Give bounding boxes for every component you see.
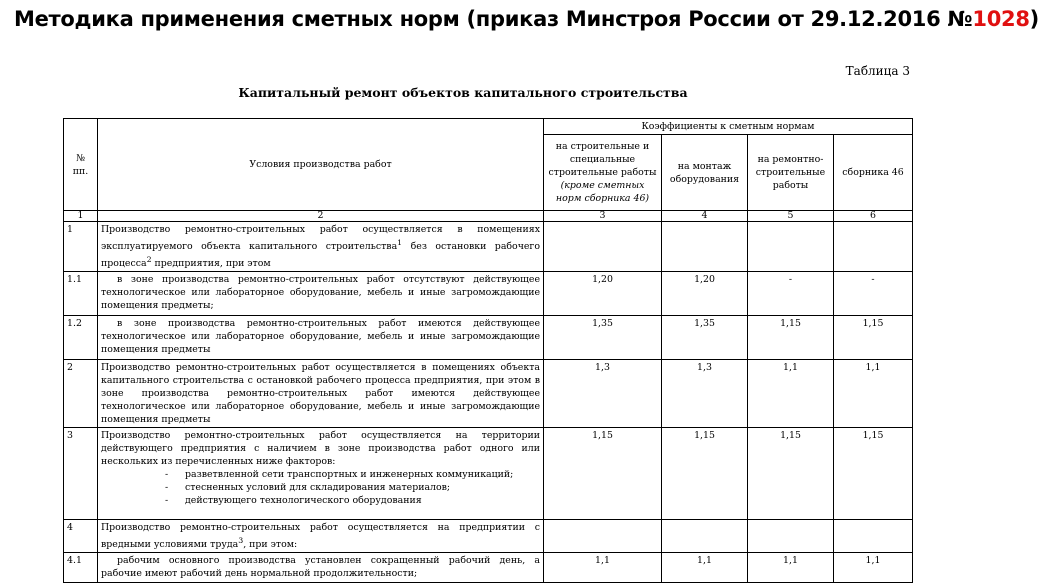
coef-col5: 1,15 [748, 428, 834, 520]
table-row [64, 360, 913, 428]
footnote-mark: 1 [397, 238, 403, 247]
index-cell: 4 [662, 211, 748, 222]
table-label: Таблица 3 [845, 64, 910, 78]
factor-list [101, 468, 540, 507]
coefficients-table [63, 118, 913, 583]
header-col5: на ремонтно-строительные работы [748, 135, 834, 211]
row-conditions: в зоне производства ремонтно-строительных работ отсутствуют действующее технологическое или лабораторное оборудование, мебель и иные загромождающие помещения предметы; [98, 272, 544, 316]
row-conditions: Производство ремонтно-строительных работ осуществляется на предприятии с вредными условиями труда$^3$, при этом: [98, 520, 544, 553]
table-row [64, 428, 913, 520]
list-item: - стесненных условий для складирования материалов; [165, 481, 540, 494]
coef-col6 [834, 520, 913, 553]
list-item: - разветвленной сети транспортных и инженерных коммуникаций; [165, 468, 540, 481]
table-row [64, 553, 913, 583]
coef-col4: 1,35 [662, 316, 748, 360]
row-num: 3 [64, 428, 98, 520]
headline-close: ) [1029, 7, 1039, 31]
coef-col5: 1,15 [748, 316, 834, 360]
coef-col4: 1,3 [662, 360, 748, 428]
row-conditions: Производство ремонтно-строительных работ осуществляется в помещениях эксплуатируемого объекта капитального строительства$^1$ без остановки рабочего процесса$^2$ предприятия, при этом [98, 222, 544, 272]
row-conditions: Производство ремонтно-строительных работ осуществляется в помещениях объекта капитального строительства с остановкой рабочего процесса предприятия, при этом в зоне производства ремонтно-строительных работ имеются действующее технологическое или лабораторное оборудование, мебель и иные загромождающие помещения предметы [98, 360, 544, 428]
header-row-top [64, 119, 913, 135]
coef-col5 [748, 222, 834, 272]
page-headline [14, 4, 1039, 34]
coef-col6: 1,1 [834, 553, 913, 583]
header-col3-note: (кроме сметных норм сборника 46) [555, 180, 650, 204]
coef-col4: 1,15 [662, 428, 748, 520]
coef-col5 [748, 520, 834, 553]
index-row [64, 211, 913, 222]
header-num: № пп. [64, 119, 98, 211]
coef-col6: 1,15 [834, 316, 913, 360]
header-col3-main: на строительные и специальные строительные работы [548, 141, 657, 178]
index-cell: 3 [544, 211, 662, 222]
index-cell: 1 [64, 211, 98, 222]
header-conditions: Условия производства работ [98, 119, 544, 211]
row-conditions: в зоне производства ремонтно-строительных работ имеются действующее технологическое или лабораторное оборудование, мебель и иные загромождающие помещения предметы [98, 316, 544, 360]
coef-col3: 1,3 [544, 360, 662, 428]
list-item: - действующего технологического оборудования [165, 494, 540, 507]
footnote-mark: 3 [238, 536, 244, 546]
index-cell: 5 [748, 211, 834, 222]
table-row [64, 272, 913, 316]
coef-col6: - [834, 272, 913, 316]
coef-col3 [544, 520, 662, 553]
coef-col5: 1,1 [748, 553, 834, 583]
coef-col3: 1,15 [544, 428, 662, 520]
row-conditions: рабочим основного производства установлен сокращенный рабочий день, а рабочие имеют рабочий день нормальной продолжительности; [98, 553, 544, 583]
header-coef-group: Коэффициенты к сметным нормам [544, 119, 913, 135]
header-col3 [544, 135, 662, 211]
coef-col5: - [748, 272, 834, 316]
table-caption: Капитальный ремонт объектов капитального строительства [238, 85, 688, 100]
row-conditions: Производство ремонтно-строительных работ осуществляется на территории действующего предприятия с наличием в зоне производства работ одного или нескольких из перечисленных ниже факторов: - разветвленной сети транспортных и инженерных коммуникаций; - стесненных условий для складирования материалов; - действующего технологического оборудования [98, 428, 544, 520]
row-num: 1 [64, 222, 98, 272]
coef-col4: 1,20 [662, 272, 748, 316]
coef-col6 [834, 222, 913, 272]
row-num: 1.2 [64, 316, 98, 360]
coef-col3 [544, 222, 662, 272]
coef-col4 [662, 520, 748, 553]
index-cell: 2 [98, 211, 544, 222]
row-num: 4 [64, 520, 98, 553]
table-row [64, 222, 913, 272]
coef-col3: 1,20 [544, 272, 662, 316]
coef-col4: 1,1 [662, 553, 748, 583]
row-num: 4.1 [64, 553, 98, 583]
coef-col5: 1,1 [748, 360, 834, 428]
table-row [64, 316, 913, 360]
table-row [64, 520, 913, 553]
header-col6: сборника 46 [834, 135, 913, 211]
coef-col6: 1,1 [834, 360, 913, 428]
coef-col3: 1,1 [544, 553, 662, 583]
row-num: 2 [64, 360, 98, 428]
index-cell: 6 [834, 211, 913, 222]
row-num: 1.1 [64, 272, 98, 316]
coef-col6: 1,15 [834, 428, 913, 520]
headline-text: Методика применения сметных норм (приказ Минстроя России от 29.12.2016 № [14, 7, 973, 31]
coef-col4 [662, 222, 748, 272]
header-col4: на монтаж оборудования [662, 135, 748, 211]
coef-col3: 1,35 [544, 316, 662, 360]
footnote-mark: 2 [146, 255, 152, 265]
order-number: 1028 [972, 7, 1030, 31]
